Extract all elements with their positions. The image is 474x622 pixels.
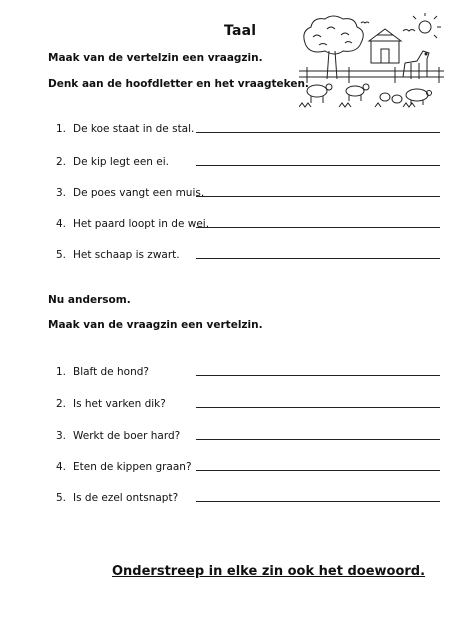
answer-line[interactable] — [196, 375, 440, 376]
exercise-item — [56, 122, 446, 140]
item-number: 1. — [56, 366, 67, 378]
answer-line[interactable] — [196, 470, 440, 471]
answer-line[interactable] — [196, 165, 440, 166]
item-sentence: Is de ezel ontsnapt? — [73, 492, 179, 504]
item-sentence: Blaft de hond? — [73, 366, 149, 378]
item-number: 3. — [56, 430, 67, 442]
item-number: 2. — [56, 156, 67, 168]
item-sentence: Het paard loopt in de wei. — [73, 218, 210, 230]
exercise-item — [56, 460, 446, 478]
answer-line[interactable] — [196, 501, 440, 502]
instruction-capital-and-question-mark: Denk aan de hoofdletter en het vraagteken. — [48, 78, 309, 90]
exercise-item — [56, 248, 446, 266]
answer-line[interactable] — [196, 407, 440, 408]
item-number: 5. — [56, 492, 67, 504]
instruction-convert-to-question: Maak van de vertelzin een vraagzin. — [48, 52, 263, 64]
item-sentence: Werkt de boer hard? — [73, 430, 181, 442]
item-number: 3. — [56, 187, 67, 199]
item-sentence: De koe staat in de stal. — [73, 123, 195, 135]
footer-instruction-underline-verb: Onderstreep in elke zin ook het doewoord. — [112, 564, 426, 579]
answer-line[interactable] — [196, 227, 440, 228]
item-number: 4. — [56, 218, 67, 230]
exercise-item — [56, 186, 446, 204]
item-sentence: Eten de kippen graan? — [73, 461, 192, 473]
exercise-item — [56, 217, 446, 235]
instruction-convert-to-statement: Maak van de vraagzin een vertelzin. — [48, 319, 263, 331]
answer-line[interactable] — [196, 196, 440, 197]
item-number: 2. — [56, 398, 67, 410]
farm-illustration — [299, 13, 444, 109]
item-sentence: Het schaap is zwart. — [73, 249, 180, 261]
exercise-item — [56, 365, 446, 383]
item-number: 1. — [56, 123, 67, 135]
exercise-item — [56, 491, 446, 509]
exercise-item — [56, 429, 446, 447]
exercise-item — [56, 397, 446, 415]
item-sentence: De poes vangt een muis. — [73, 187, 205, 199]
answer-line[interactable] — [196, 439, 440, 440]
item-number: 4. — [56, 461, 67, 473]
exercise-item — [56, 155, 446, 173]
answer-line[interactable] — [196, 132, 440, 133]
section-heading-reverse: Nu andersom. — [48, 294, 131, 306]
page-title: Taal — [224, 23, 257, 39]
answer-line[interactable] — [196, 258, 440, 259]
item-sentence: De kip legt een ei. — [73, 156, 170, 168]
item-number: 5. — [56, 249, 67, 261]
item-sentence: Is het varken dik? — [73, 398, 166, 410]
